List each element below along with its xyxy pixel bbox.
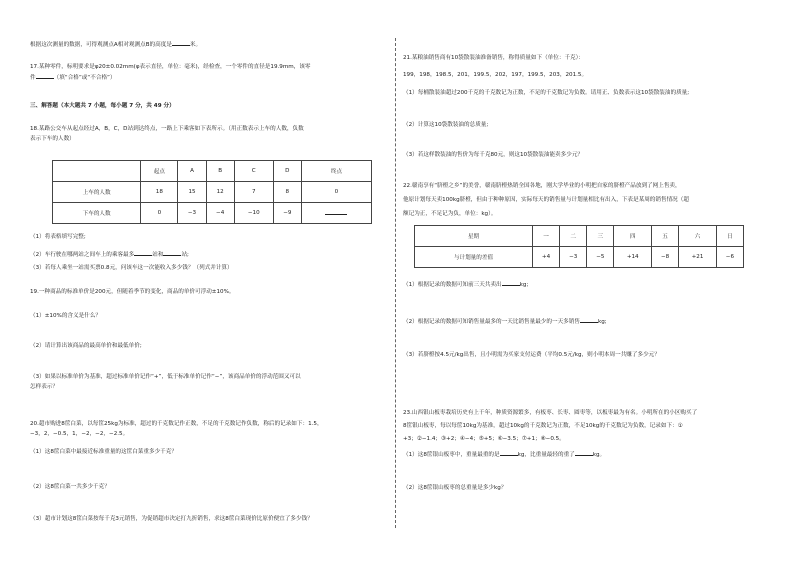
q22-line3: 额记为正，不足记为负，单位：kg）。 — [403, 211, 497, 217]
q22-line2: 他原计划每天卖100kg脐橙，但由于种种原因，实际每天的销售量与计划量相比有出入，下表是某周的销售情况（超 — [403, 197, 689, 203]
table-cell: +4 — [532, 247, 559, 268]
q23-part1: （1）这8筐银山板枣中，重量最重的是 kg，比重量最轻的重了 kg。 — [403, 452, 606, 458]
table-cell: −5 — [587, 247, 614, 268]
table-row — [53, 203, 372, 224]
q17-line1: 17.某种零件，标明要求是φ20±0.02mm(φ表示直径，单位：毫米)，经检查，一个零件的直径是19.9mm，该零 — [30, 64, 311, 70]
table-cell: −6 — [716, 247, 743, 268]
q21-stem: 21.某粮油销售商有10袋散装油准备销售，称得质量如下（单位：千克）： — [403, 55, 585, 61]
q18-part3: （3）若每人乘坐一站需买票0.8元，问该车这一次能收入多少钱？（列式并计算） — [30, 265, 233, 271]
table-cell: 四 — [614, 226, 652, 247]
q18-line1: 18.某路公交车从起点经过A，B，C，D站到达终点，一路上下乘客如下表所示。（用正数表示上车的人数，负数 — [30, 126, 304, 132]
q18-line2: 表示下车的人数） — [30, 136, 75, 142]
table-cell: 8 — [273, 182, 301, 203]
q18-part2: （2）车行驶在哪两站之间车上的乘客最多 站和 站; — [30, 252, 189, 258]
table-cell: 7 — [234, 182, 273, 203]
table-cell: 一 — [532, 226, 559, 247]
table-row — [53, 182, 372, 203]
q22-part2: （2）根据记录的数据可知销售量最多的一天比销售量最少的一天多销售 kg; — [403, 319, 607, 325]
table-cell: 12 — [206, 182, 234, 203]
table-cell: 0 — [141, 203, 178, 224]
q19-part3-line1: （3）如果以标准单价为基准，超过标准单价记作“+”，低于标准单价记作“−”，该商品单价的浮动范围又可以 — [30, 374, 301, 380]
table-cell: −3 — [178, 203, 206, 224]
table-cell: 三 — [587, 226, 614, 247]
q19-stem: 19.一种商品的标准单价是200元，但随着季节的变化，商品的单价可浮动±10%。 — [30, 289, 235, 295]
section3-heading: 三、解答题（本大题共 7 小题，每小题 7 分，共 49 分） — [30, 103, 175, 109]
table-cell: C — [234, 161, 273, 182]
table-cell: +14 — [614, 247, 652, 268]
table-cell: 下车的人数 — [53, 203, 141, 224]
table-row — [415, 247, 744, 268]
q19-part1: （1）±10%的含义是什么？ — [30, 313, 102, 319]
table-cell: 与计划量的差值 — [415, 247, 533, 268]
table-cell: −10 — [234, 203, 273, 224]
answer-blank-cell — [301, 203, 371, 224]
table-cell: 日 — [716, 226, 743, 247]
q23-line1: 23.山西银山板枣栽培历史有上千年，种质资源繁多，有板枣、长枣、圆枣等，以板枣最为有名。小明所在的小区购买了 — [403, 410, 698, 416]
table-cell: −9 — [273, 203, 301, 224]
table-cell: 起点 — [141, 161, 178, 182]
q23-part2: （2）这8筐银山板枣的总重量是多少kg？ — [403, 485, 507, 491]
q21-part3: （3）若这样散装油的售价为每千克80元，则这10袋散装油能卖多少元？ — [403, 152, 584, 158]
q23-line3: +3；②−1.4；③+2；④−4；⑤+5；⑥−3.5；⑦+1；⑧−0.5。 — [403, 436, 565, 442]
q20-line1: 20.超市购进8筐白菜，以每筐25kg为标准，超过的千克数记作正数，不足的千克数记作负数，称后的记录如下：1.5， — [30, 421, 323, 427]
table-cell: −4 — [206, 203, 234, 224]
q21-part1: （1）每桶散装油超过200千克的千克数记为正数，不足的千克数记为负数。请用正、负数表示这10袋散装油的质量; — [403, 90, 690, 96]
q22-part3: （3）若脐橙按4.5元/kg出售，且小明需为买家支付运费（平均0.5元/kg，则小明本周一共赚了多少元？ — [403, 352, 660, 358]
q21-part2: （2）计算这10袋散装油的总质量; — [403, 122, 489, 128]
table-cell: D — [273, 161, 301, 182]
table-cell: −3 — [560, 247, 587, 268]
q23-line2: 8筐银山板枣，每以每筐10kg为基准，超过10kg的千克数记为正数，不足10kg的千克数记为负数，记录如下：① — [403, 423, 683, 429]
q18-part1: （1）将表格填写完整; — [30, 234, 86, 240]
table-cell: +21 — [679, 247, 717, 268]
q22-line1: 22.赣南享有“脐橙之乡”的美誉，赣南脐橙热销全国各地，刚大学毕业的小明把自家的脐橙产品放到了网上售卖， — [403, 183, 681, 189]
table-cell: B — [206, 161, 234, 182]
column-divider — [395, 38, 396, 528]
table-cell: 六 — [679, 226, 717, 247]
table-row — [415, 226, 744, 247]
q20-part3: （3）超市计划这8筐白菜按每千克3元销售，为促销超市决定打九折销售，求这8筐白菜现价比原价便宜了多少钱？ — [30, 516, 313, 522]
q20-line2: −3，2，−0.5，1，−2，−2，−2.5。 — [30, 431, 129, 437]
table-cell: 终点 — [301, 161, 371, 182]
table-cell: 星期 — [415, 226, 533, 247]
table-cell: −8 — [652, 247, 679, 268]
table-cell: 0 — [301, 182, 371, 203]
table-cell: 上车的人数 — [53, 182, 141, 203]
table-cell: 15 — [178, 182, 206, 203]
orange-sales-table — [414, 225, 744, 268]
bus-passenger-table — [52, 160, 372, 224]
q16-tail: 根据这次测量的数据，可得观测点A相对观测点B的高度是 米。 — [30, 42, 202, 48]
q19-part2: （2）请计算出该商品的最高单价和最低单价; — [30, 343, 142, 349]
q20-part2: （2）这8筐白菜一共多少千克？ — [30, 484, 110, 490]
q17-line2: 件 （填“合格”或“不合格”） — [30, 75, 116, 81]
q19-part3-line2: 怎样表示？ — [30, 384, 58, 390]
q22-part1: （1）根据记录的数据可知前三天共卖出 kg; — [403, 282, 529, 288]
q21-data: 199，198，198.5，201，199.5，202，197，199.5，203，201.5。 — [403, 72, 588, 78]
table-cell: 五 — [652, 226, 679, 247]
q20-part1: （1）这8筐白菜中最接近标准重量的这筐白菜重多少千克？ — [30, 449, 177, 455]
table-row — [53, 161, 372, 182]
table-cell: 18 — [141, 182, 178, 203]
table-cell: 二 — [560, 226, 587, 247]
table-cell — [53, 161, 141, 182]
table-cell: A — [178, 161, 206, 182]
